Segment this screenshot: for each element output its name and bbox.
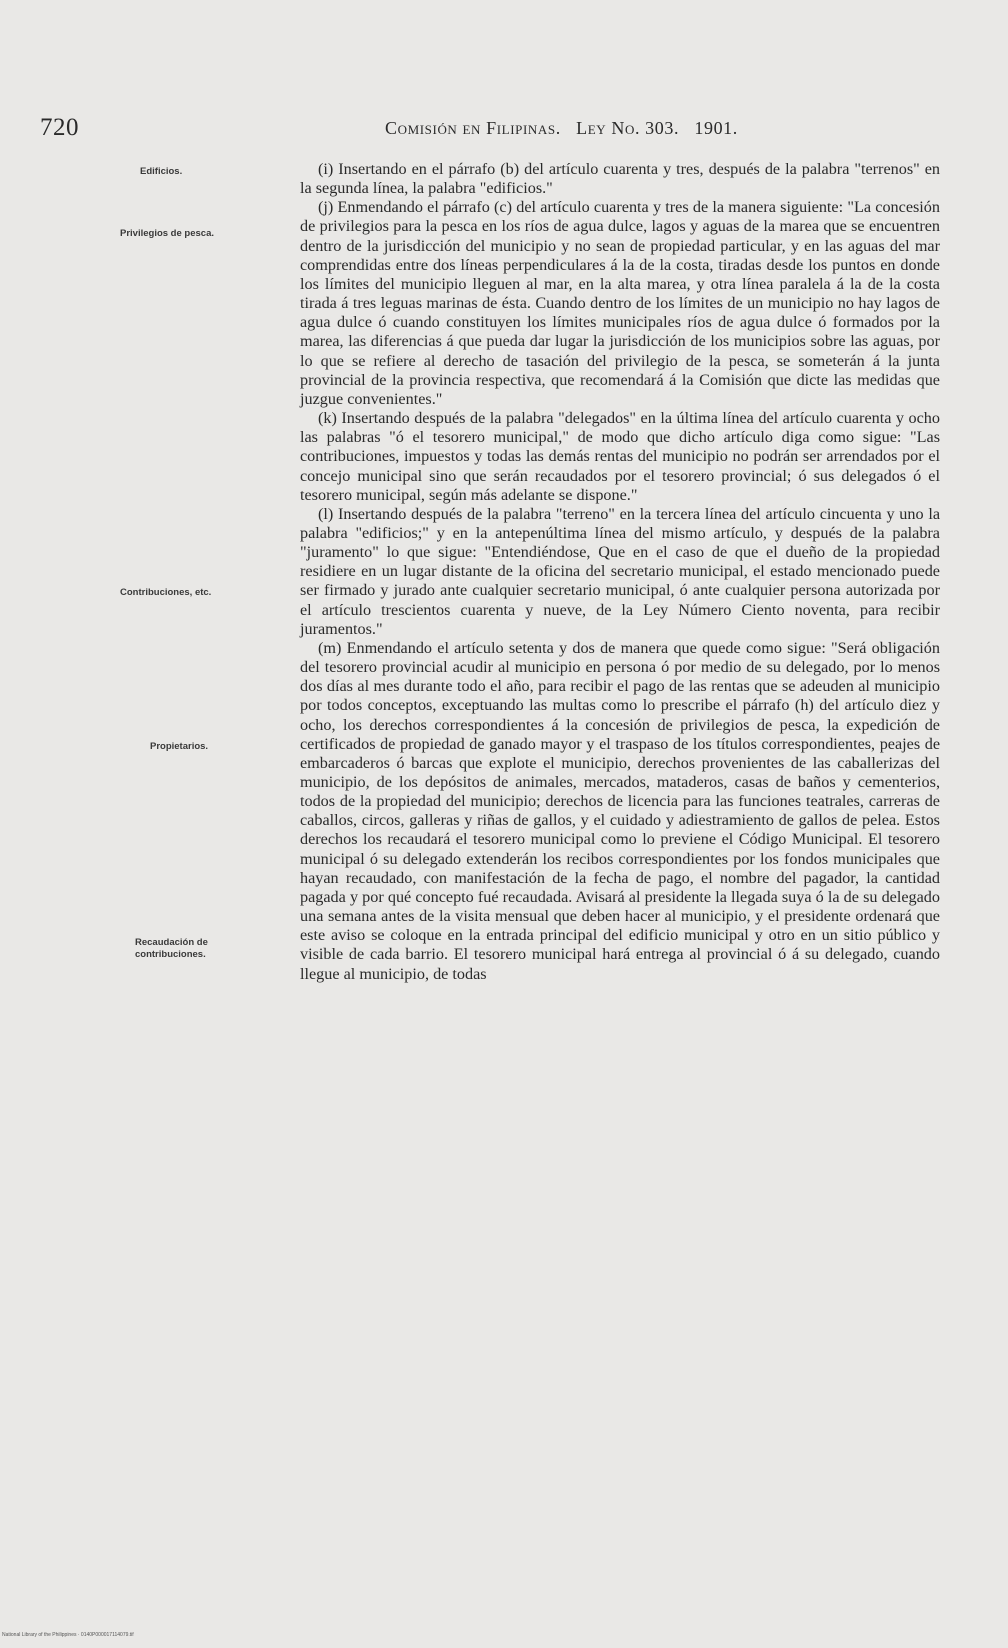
paragraph-m: (m) Enmendando el artículo setenta y dos de manera que quede como sigue: "Será obligación del tesorero provincial acudir al municipio en persona ó por medio de su delegado, por lo menos dos días al mes durante todo el año, para recibir el pago de las rentas que se adeuden al municipio por todos conceptos, exceptuando las multas como lo prescribe el párrafo (h) del artículo diez y ocho, los derechos correspondientes á la concesión de privilegios de pesca, la expedición de certificados de propiedad de ganado mayor y el traspaso de los títulos correspondientes, peajes de embarcaderos ó barcas que explote el municipio, derechos provenientes de las caballerizas del municipio, de los depósitos de animales, mercados, mataderos, casas de baños y cementerios, todos de la propiedad del municipio; derechos de licencia para las funciones teatrales, carreras de caballos, circos, galleras y riñas de gallos, y el cuidado y adiestramiento de gallos de pelea. Estos derechos los recaudará el tesorero municipal como lo previene el Código Municipal. El tesorero municipal ó su delegado extenderán los recibos correspondientes por los fondos municipales que hayan recaudado, con manifestación de la fecha de pago, el nombre del pagador, la cantidad pagada y por qué concepto fué recaudada. Avisará al presidente la llegada suya ó la de su delegado una semana antes de la visita mensual que deben hacer al municipio, y el presidente ordenará que este aviso se coloque en la entrada principal del edificio municipal y otro en un sitio público y visible de cada barrio. El tesorero municipal hará entrega al provincial ó á su delegado, cuando llegue al municipio, de todas [300,638,940,983]
margin-note-edificios: Edificios. [140,166,183,177]
paragraph-l: (l) Insertando después de la palabra "terreno" en la tercera línea del artículo cincuenta y uno la palabra "edificios;" y en la antepenúltima línea del mismo artículo, y después de la palabra "juramento" lo que sigue: "Entendiéndose, Que en el caso de que el dueño de la propiedad residiere en un lugar distante de la oficina del secretario municipal, el estado mencionado puede ser firmado y jurado ante cualquier secretario municipal, ó ante cualquier persona autorizada por el artículo trescientos cuarenta y nueve, de la Ley Número Ciento noventa, para recibir juramentos." [300,504,940,638]
running-head [385,118,738,139]
margin-note-contribuciones: Contribuciones, etc. [120,587,212,598]
body-text [300,160,940,984]
scan-footer: National Library of the Philippines · 0140P000017114079.tif [2,1632,134,1638]
margin-note-pesca: Privilegios de pesca. [120,228,214,239]
margin-note-recaudacion: Recaudación de contribuciones. [135,937,208,960]
running-head-law: Ley No. 303. [576,118,680,138]
paragraph-k: (k) Insertando después de la palabra "delegados" en la última línea del artículo cuarenta y ocho las palabras "ó el tesorero municipal," de modo que dicho artículo diga como sigue: "Las contribuciones, impuestos y todas las demás rentas del municipio no podrán ser arrendados por el concejo municipal sino que serán recaudados por el tesorero provincial; ó sus delegados ó el tesorero municipal, según más adelante se dispone." [300,409,940,504]
margin-note-propietarios: Propietarios. [150,741,209,752]
page-number: 720 [40,114,79,141]
paragraph-i: (i) Insertando en el párrafo (b) del artículo cuarenta y tres, después de la palabra "terrenos" en la segunda línea, la palabra "edificios." [300,160,940,198]
running-head-year: 1901. [694,118,738,138]
paragraph-j: (j) Enmendando el párrafo (c) del artículo cuarenta y tres de la manera siguiente: "La concesión de privilegios para la pesca en los ríos de agua dulce, lagos y aguas de la marea que se encuentren dentro de la jurisdicción del municipio y no sean de propiedad particular, y en las aguas del mar comprendidas entre dos líneas perpendiculares á la de la costa, tiradas desde los puntos en donde los límites del municipio lleguen al mar, en la alta marea, y otra línea paralela á la de la costa tirada á tres leguas marinas de ésta. Cuando dentro de los límites de un municipio no hay lagos de agua dulce ó cuando constituyen los límites municipales ríos de agua dulce ó formados por la marea, las diferencias á que pueda dar lugar la jurisdicción de los municipios sobre las aguas, por lo que se refiere al derecho de tasación del privilegio de la pesca, se someterán á la junta provincial de la provincia respectiva, que recomendará á la Comisión que dicte las medidas que juzgue convenientes." [300,198,940,408]
running-head-title: Comisión en Filipinas. [385,118,561,138]
